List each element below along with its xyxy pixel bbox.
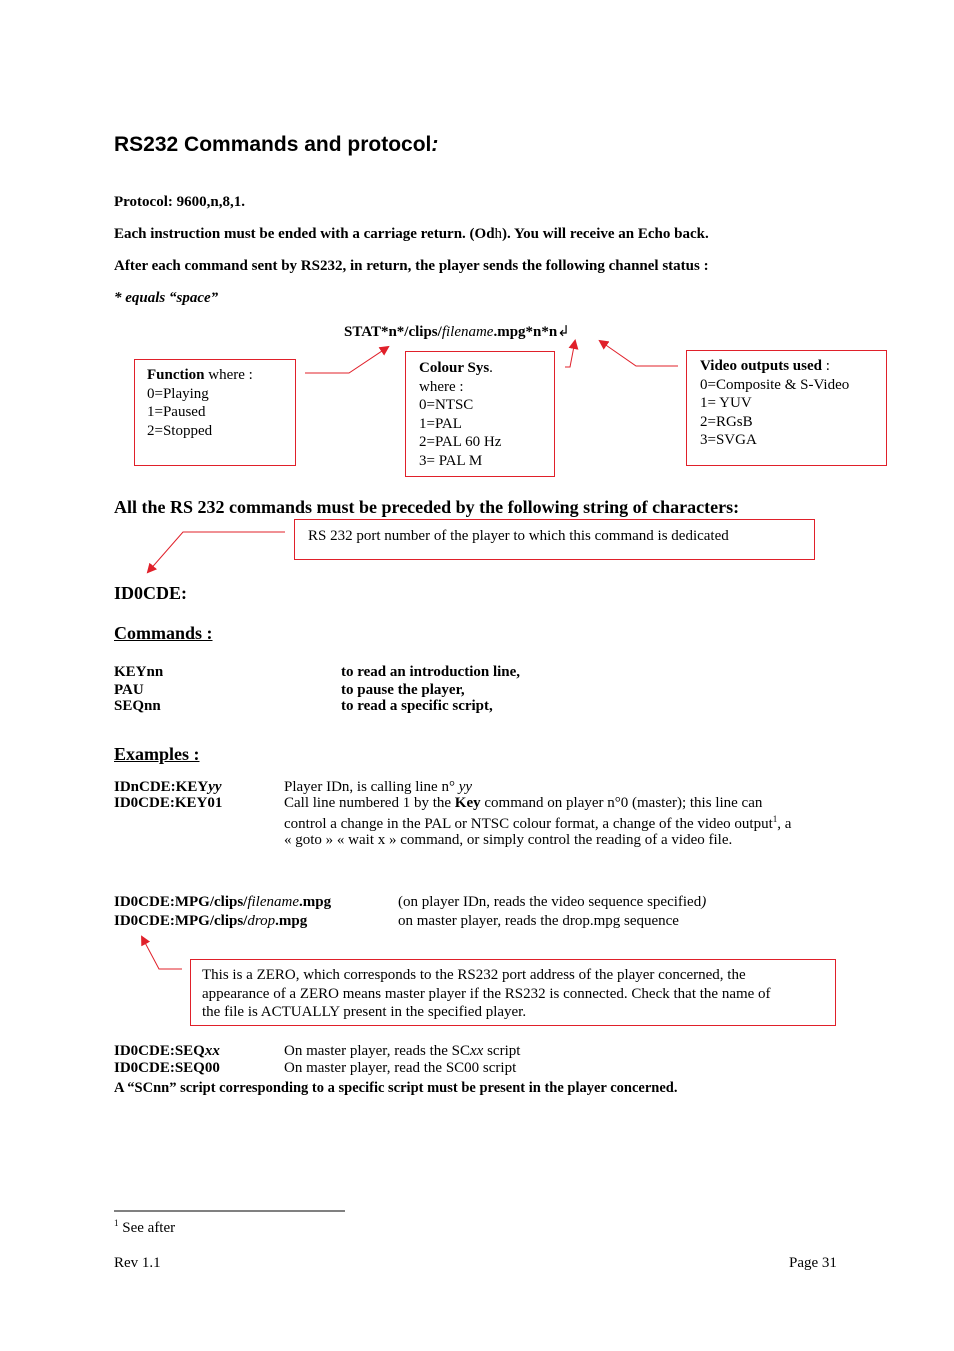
footnote: $^1$ See after <box>114 1218 176 1236</box>
command-name: KEYnn <box>114 664 164 680</box>
protocol-line: Protocol: 9600,n,8,1. <box>114 194 245 210</box>
seq-desc: On master player, read the SC00 script <box>284 1060 517 1076</box>
examples-heading: Examples : <box>114 744 200 764</box>
seq-desc: On master player, reads the SCxx script <box>284 1043 521 1059</box>
footer-revision: Rev 1.1 <box>114 1255 161 1271</box>
instruction-line: Each instruction must be ended with a carriage return. (Odh). You will receive an Echo back. <box>114 226 709 242</box>
zero-note-box: This is a ZERO, which corresponds to the RS232 port address of the player concerned, the appearance of a ZERO means master player if the RS232 is connected. Check that the name of the file is ACTUALLY present in the specified player. <box>190 959 836 1026</box>
example-command: IDnCDE:KEYyy <box>114 779 222 795</box>
mpg-desc: on master player, reads the drop.mpg sequence <box>398 913 679 929</box>
seq-command: ID0CDE:SEQxx <box>114 1043 220 1059</box>
command-name: PAU <box>114 682 144 698</box>
command-desc: to read a specific script, <box>341 698 493 714</box>
function-arrow <box>305 347 388 373</box>
mpg-command: ID0CDE:MPG/clips/drop.mpg <box>114 913 308 929</box>
zero-arrow <box>142 937 182 969</box>
preceded-heading: All the RS 232 commands must be preceded by the following string of characters: <box>114 497 740 517</box>
mpg-command: ID0CDE:MPG/clips/filename.mpg <box>114 894 332 910</box>
port-arrow <box>148 532 285 572</box>
stat-string: STAT*n*/clips/filename.mpg*n*n↲ <box>344 324 570 340</box>
seq-command: ID0CDE:SEQ00 <box>114 1060 220 1076</box>
port-number-box: RS 232 port number of the player to which this command is dedicated <box>294 519 815 560</box>
page-title: RS232 Commands and protocol: <box>114 133 439 156</box>
commands-heading: Commands : <box>114 623 213 643</box>
example-command: ID0CDE:KEY01 <box>114 795 223 811</box>
command-desc: to pause the player, <box>341 682 465 698</box>
footer-page-number: Page 31 <box>789 1255 837 1271</box>
video-arrow <box>600 341 678 366</box>
equals-space-note: * equals “space” <box>114 290 219 306</box>
function-box: Function where : 0=Playing 1=Paused 2=Stopped <box>134 359 296 466</box>
command-name: SEQnn <box>114 698 161 714</box>
scnn-note: A “SCnn” script corresponding to a specific script must be present in the player concerned. <box>114 1080 678 1096</box>
example-desc: Player IDn, is calling line n° yy <box>284 779 473 795</box>
mpg-desc: (on player IDn, reads the video sequence specified) <box>398 894 707 910</box>
video-outputs-box: Video outputs used : 0=Composite & S-Video 1= YUV 2=RGsB 3=SVGA <box>686 350 887 466</box>
return-icon: ↲ <box>557 324 570 340</box>
id-prefix: ID0CDE: <box>114 583 188 603</box>
status-intro: After each command sent by RS232, in return, the player sends the following channel status : <box>114 258 709 274</box>
colour-sys-box: Colour Sys. where : 0=NTSC 1=PAL 2=PAL 60 Hz 3= PAL M <box>405 351 555 477</box>
example-desc: Call line numbered 1 by the Key command on player n°0 (master); this line can control a change in the PAL or NTSC colour format, a change of the video output$^1$, a « goto » « wait x » command, or simply control the reading of a video file. <box>284 795 792 848</box>
footnote-ref: 1 <box>772 814 778 824</box>
colour-arrow <box>565 341 575 367</box>
command-desc: to read an introduction line, <box>341 664 521 680</box>
